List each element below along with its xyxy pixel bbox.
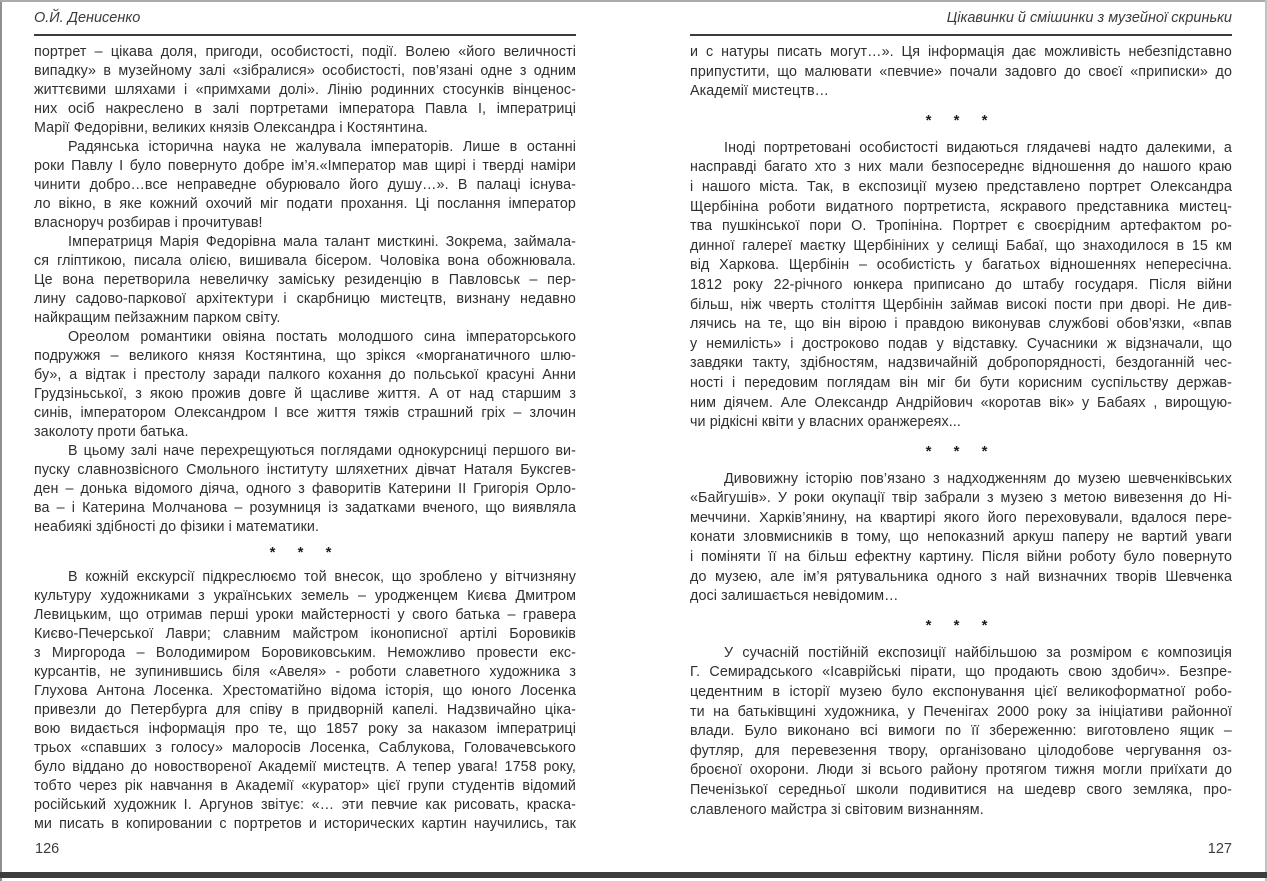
text-line: ним діячем. Але Олександр Андрійович «коротав вік» у Бабаях , вирощую- (690, 394, 1232, 411)
text-line: життєвими шляхами і «примхами долі». Лінію родинних стосунків вінценос- (34, 82, 576, 98)
page-number: 126 (35, 841, 60, 857)
text-line: досі залишається невідомим… (690, 588, 899, 605)
text-line: и с натуры писать могут…». Ця інформація дає можливість небезпідставно (690, 44, 1232, 60)
text-line: бу», а відтак і престолу заради палкого кохання до польської красуні Анни (34, 367, 576, 383)
text-line: Іноді портретовані особистості видаються глядачеві надто далекими, а (724, 139, 1232, 156)
text-line: славленого майстра зі світовим визнанням. (690, 801, 984, 818)
text-line: Левицьким, що отримав перші уроки майстерності у свого батька – гравера (34, 607, 576, 623)
text-line: броєної охорони. Люди зі всього району протягом тижня могли приїхати до (690, 762, 1232, 779)
running-header-title: Цікавинки й смішинки з музейної скриньки (946, 10, 1232, 26)
text-line: у немилість» і достроково подав у відставку. Сучасники ж відзначали, що (690, 335, 1232, 352)
text-line: завдяки такту, здібностям, надзвичайній добропорядності, бездоганній чес- (690, 355, 1232, 372)
text-line: більш, ніж чверть століття Щербінін займав високі пости при дворі. Не див- (690, 296, 1232, 313)
running-header-author: О.Й. Денисенко (34, 10, 141, 26)
scan-edge-left-border (0, 0, 2, 881)
text-line: з Миргорода – Володимиром Боровиковським. Неможливо провести екс- (34, 645, 576, 661)
page-left (34, 0, 576, 868)
text-line: Глухова Антона Лосенка. Хрестоматійно відома історія, що юного Лосенка (34, 683, 576, 699)
text-line: Дивовижну історію пов’язано з надходженням до музею шевченківських (724, 470, 1232, 487)
text-line: привезли до Петербурга для співу в придворній капелі. Надзвичайно ціка- (34, 702, 576, 718)
section-separator: * * * (269, 544, 341, 561)
text-line: Радянська історична наука не жалувала імператорів. Лише в останні (68, 139, 576, 155)
text-line: Марії Федорівни, великих князів Олександра і Костянтина. (34, 120, 428, 136)
text-line: випадку» в музейному залі «зібралися» особистості, пов’язані одне з одним (34, 63, 576, 79)
scan-bottom-bar (0, 872, 1267, 878)
text-line: тва пушкінської пори О. Тропініна. Портрет є своєрідним артефактом ро- (690, 218, 1232, 235)
text-line: ден – донька відомого діяча, одного з фаворитів Катерини ІІ Григорія Орло- (34, 481, 576, 497)
text-line: В кожній екскурсії підкреслюємо той внесок, що зроблено у вітчизняну (68, 569, 576, 585)
text-line: ти на батьківщині художника, у Печенігах 2000 року за ініціативи районної (690, 703, 1232, 720)
text-line: і нашого міста. Так, в експозиції музею представлено портрет Олександра (690, 178, 1232, 195)
text-line: лину садово-паркової архітектури і скарбницю мистецтв, визнану недавно (34, 291, 576, 307)
text-line: влади. Було виконано всі вимоги по її збереженню: виготовлено ящик – (690, 723, 1232, 740)
text-line: вою видається інформація про те, що 1857 року за наказом імператриці (34, 721, 576, 737)
text-line: заколоту проти батька. (34, 424, 189, 440)
text-line: було віддано до новоствореної Академії мистецтв. А тепер увага! 1758 року, (34, 759, 576, 775)
scan-edge-top-border (0, 0, 1267, 2)
text-line: Це вона перетворила невеличку заміську резиденцію в Павловськ – пер- (34, 272, 576, 288)
text-line: насправді багато хто з них мали безпосереднє відношення до нашого краю (690, 159, 1232, 176)
text-line: ності і передовим поглядам він міг би бути корисним суспільству держав- (690, 374, 1232, 391)
text-line: ся гліптикою, писала олією, вишивала бісером. Чоловіка вона обожнювала. (34, 253, 576, 269)
text-line: Грудзіньської, з якою прожив довге й щасливе життя. А от над старшим з (34, 386, 576, 402)
text-line: російський художник І. Аргунов звітує: «… эти певчие как рисовать, краска- (34, 797, 576, 813)
text-line: портрет – цікава доля, пригоди, особистості, події. Волею «його величності (34, 44, 576, 60)
text-line: роки Павлу І було повернуто добре ім’я.«Імператор мав щирі і тверді наміри (34, 158, 576, 174)
text-line: тобто через рік навчання в Академії «куратор» цієї групи студентів відомий (34, 778, 576, 794)
text-line: футляр, для перевезення твору, організовано цілодобове чергування оз- (690, 742, 1232, 759)
text-line: них осіб накреслено в залі портретами імператора Павла І, імператриці (34, 101, 576, 117)
text-line: Академії мистецтв… (690, 83, 830, 100)
text-line: неабиякі здібності до фізики і математики. (34, 519, 320, 535)
text-line: припустити, що малювати «певчие» почали задовго до своєї «приписки» до (690, 63, 1232, 80)
text-line: «Байгушів». У роки окупації твір забрали з музею з метою вивезення до Ні- (690, 490, 1232, 507)
running-header-right (690, 0, 1232, 36)
text-line: Печенізької середньої школи подивитися на шедевр свого земляка, про- (690, 782, 1232, 798)
text-line: чинити добро…все неправедне обурювало його душу…». В палаці існува- (34, 177, 576, 193)
text-line: Щербініна роботи видатного портретиста, яскравого представника мистец- (690, 198, 1232, 215)
page-body-left (34, 36, 576, 834)
text-line: трьох «спавших з голосу» малоросів Лосенка, Саблукова, Головачевського (34, 740, 576, 756)
text-line: від Харкова. Щербінін – особистість у багатьох відношеннях непересічна. (690, 257, 1232, 274)
text-line: найкращим пейзажним парком світу. (34, 310, 281, 326)
text-line: динної галереї маєтку Щербініних у селищі Бабаї, що знаходилося в 15 км (690, 237, 1232, 254)
text-line: лячись на те, що він вірою і правдою виконував службові обов’язки, «впав (690, 316, 1232, 333)
text-line: ми писать в копировании с портретов и исторических картин научились, так (34, 816, 576, 832)
text-line: синів, імператором Олександром І все життя тяжів страшний гріх – злочин (34, 405, 576, 421)
text-line: Києво-Печерської Лаври; славним майстром іконописної артілі Боровиків (34, 626, 576, 642)
section-separator: * * * (925, 616, 997, 634)
text-line: цедентним в історії музею було експонування цієї великоформатної робо- (690, 684, 1232, 701)
page-body-right (690, 36, 1232, 820)
text-line: курсантів, не зупинившись біля «Авеля» - роботи славетного художника з (34, 664, 576, 680)
section-separator: * * * (925, 111, 997, 129)
text-line: конати зловмисників в тому, що непоказний аркуш паперу не вартий уваги (690, 529, 1232, 546)
text-line: культуру художниками з українських земель – уродженцем Києва Дмитром (34, 588, 576, 604)
section-separator: * * * (925, 442, 997, 460)
text-line: Ореолом романтики овіяна постать молодшого сина імператорського (68, 329, 576, 345)
text-line: пуску славнозвісного Смольного інституту шляхетних дівчат Наталя Буксгев- (34, 462, 576, 478)
text-line: до музею, але ім’я рятувальника одного з най визначних творів Шевченка (690, 568, 1232, 585)
text-line: Імператриця Марія Федорівна мала талант мисткині. Зокрема, займала- (68, 234, 576, 250)
running-header-left (34, 0, 576, 36)
text-line: 1812 року 22-річного юнкера приписано до штабу государя. Після війни (690, 276, 1232, 293)
page-right (690, 0, 1232, 868)
text-line: чи рідкісні квіти у власних оранжереях... (690, 414, 961, 431)
page-number: 127 (1207, 841, 1232, 857)
text-line: ва – і Катерина Молчанова – розумниця із задатками вченого, що виявляла (34, 500, 576, 516)
text-line: меччини. Харків’янину, на квартирі якого його переховували, вдалося пере- (690, 509, 1232, 526)
text-line: подружжя – великого князя Костянтина, що зрікся «морганатичного шлю- (34, 348, 576, 364)
text-line: ло вікно, в яке кожний охочий міг подати прохання. Ці послання імператор (34, 196, 576, 212)
text-line: власноруч розбирав і прочитував! (34, 215, 263, 231)
text-line: В цьому залі наче перехрещуються поглядами однокурсниці першого ви- (68, 443, 576, 459)
text-line: Г. Семирадського «Ісаврійські пірати, що продають свою здобич». Безпре- (690, 664, 1232, 681)
text-line: і поміняти її на більш ефектну картину. Після війни роботу було повернуто (690, 549, 1232, 566)
text-line: У сучасній постійній експозиції найбільшою за розміром є композиція (724, 644, 1232, 661)
